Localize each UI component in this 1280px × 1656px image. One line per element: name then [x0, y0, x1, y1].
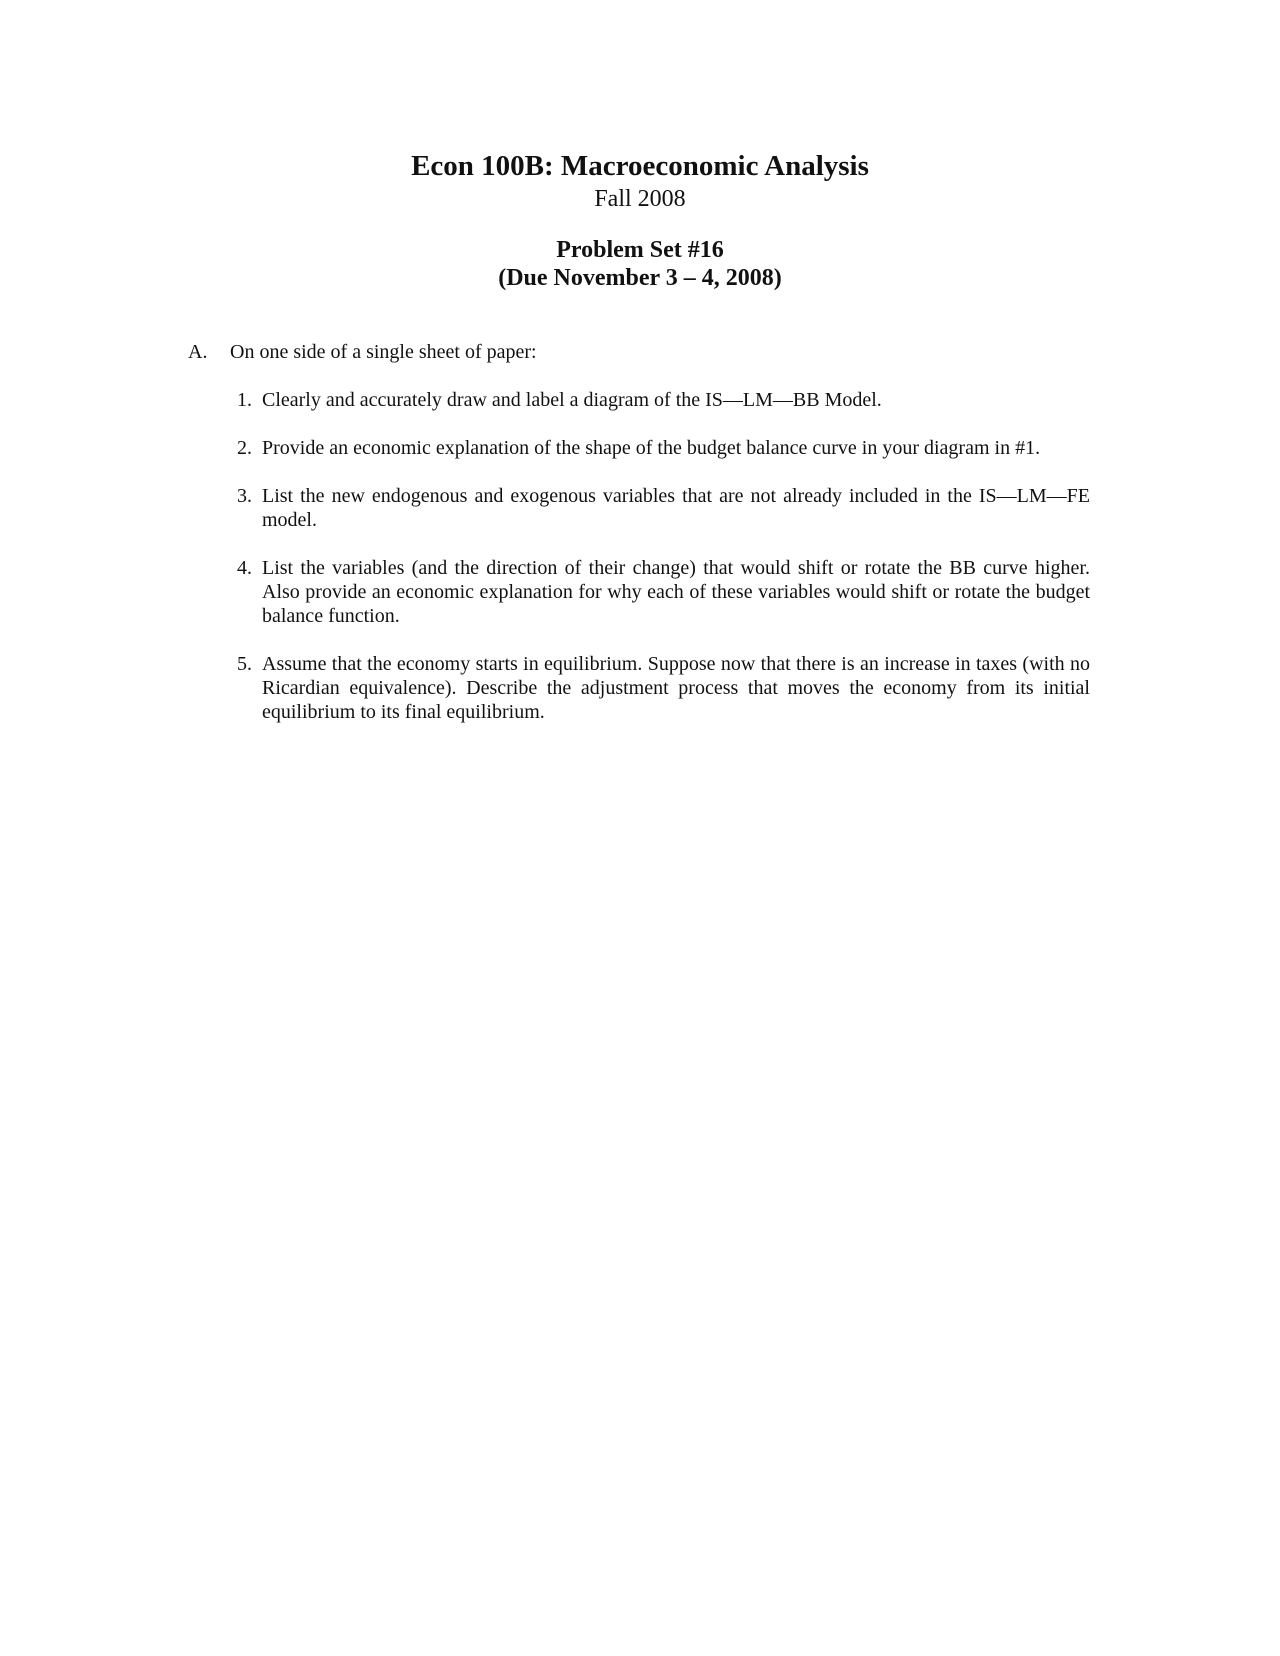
question-text: Provide an economic explanation of the shape of the budget balance curve in your diagram in #1. — [262, 437, 1041, 459]
due-date: (Due November 3 – 4, 2008) — [498, 265, 782, 291]
question-number: 3. — [237, 485, 252, 507]
question-text: Assume that the economy starts in equilibrium. Suppose now that there is an increase in taxes (with no Ricardian equivalence). Describe the adjustment process that moves the economy from its initial equilibrium to its final equilibrium. — [262, 653, 1090, 723]
course-title: Econ 100B: Macroeconomic Analysis — [411, 150, 869, 182]
section-marker: A. — [188, 341, 208, 363]
question-text: Clearly and accurately draw and label a diagram of the IS—LM—BB Model. — [262, 389, 882, 411]
section-instruction: On one side of a single sheet of paper: — [230, 341, 537, 363]
question-number: 4. — [237, 557, 252, 579]
question-number: 1. — [237, 389, 252, 411]
problem-set-title: Problem Set #16 — [556, 237, 724, 263]
question-number: 5. — [237, 653, 252, 675]
question-text: List the new endogenous and exogenous variables that are not already included in the IS—LM—FE model. — [262, 485, 1090, 531]
question-number: 2. — [237, 437, 252, 459]
term: Fall 2008 — [594, 186, 686, 212]
question-text: List the variables (and the direction of their change) that would shift or rotate the BB curve higher. Also provide an economic explanation for why each of these variables would shift or rotate the budget balance function. — [262, 557, 1090, 627]
